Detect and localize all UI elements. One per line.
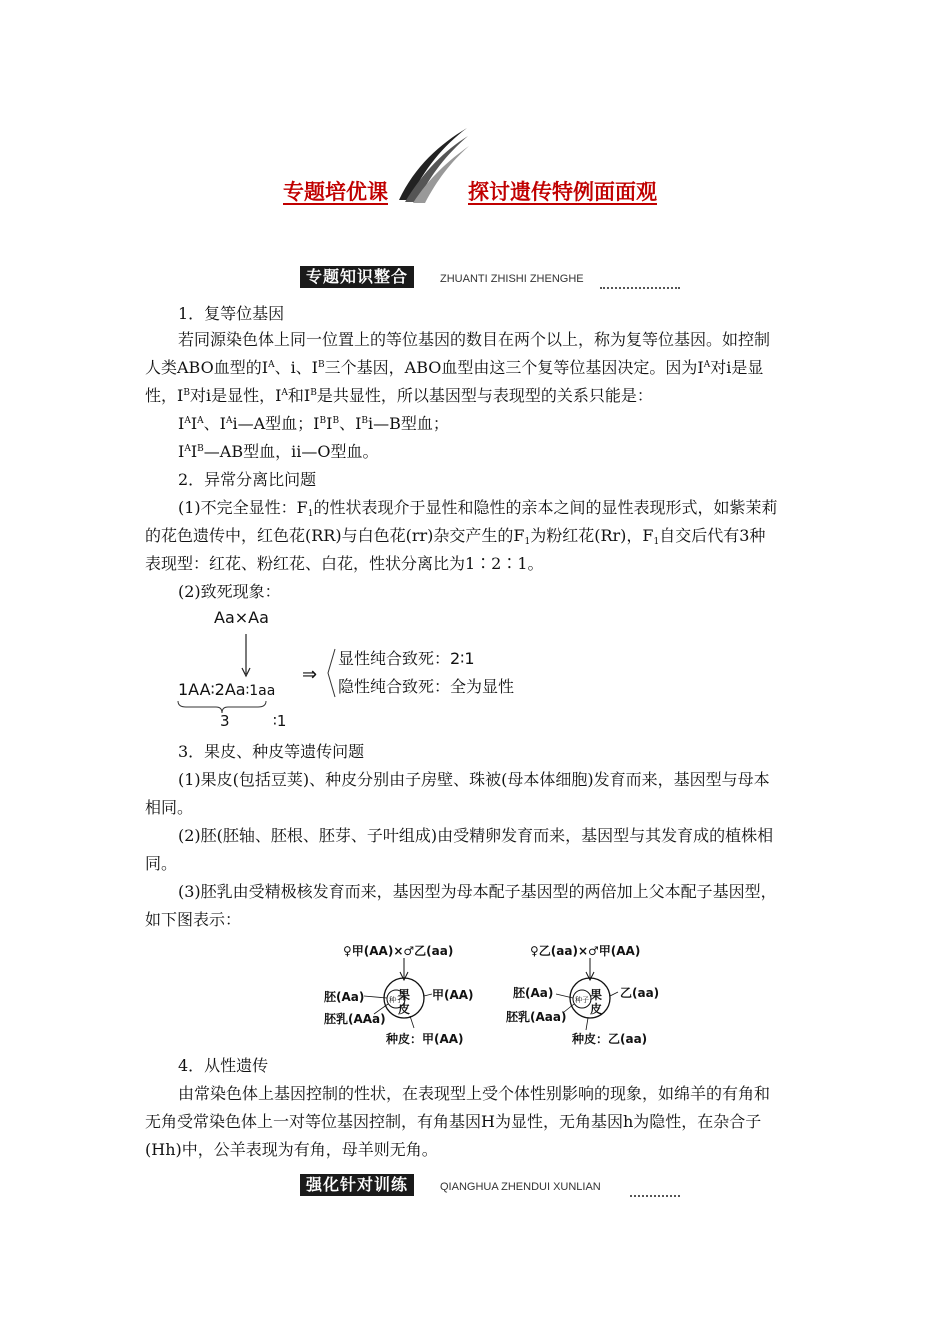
section4-line3: (Hh)中，公羊表现为有角，母羊则无角。 [145,1140,438,1159]
lethal-implies-arrow: ⇒ [302,664,318,685]
fig-right-seedcoat: 种皮：乙(aa) [572,1032,648,1046]
fig-right-peel-char: 皮 [590,1002,603,1016]
section3-line3: (3)胚乳由受精极核发育而来，基因型为母本配子基因型的两倍加上父本配子基因型， [178,882,777,901]
section2-line3: 表现型：红花、粉红花、白花，性状分离比为1∶2∶1。 [145,554,544,573]
section-banner-training-english: QIANGHUA ZHENDUI XUNLIAN [440,1181,601,1193]
lethal-ratio-1: ∶1 [273,712,287,730]
lethal-cross: Aa×Aa [214,608,269,627]
title-swoosh-decoration [395,126,470,204]
section4-line2: 无角受常染色体上一对等位基因控制，有角基因H为显性，无角基因h为隐性，在杂合子 [145,1112,762,1131]
fig-right-fruit-char: 果 [590,988,603,1002]
section3-line1b: 相同。 [145,798,194,817]
lethal-ratio-3: 3 [220,712,230,730]
title-left: 专题培优课 [283,180,388,204]
section3-line3b: 如下图表示： [145,910,242,929]
fig-right-embryo: 胚(Aa) [513,986,554,1000]
section1-line3: 性，$I^B$对i是显性，$I^A$和$I^B$是共显性，所以基因型与表现型的关系只能是： [145,386,653,405]
lethal-bracket [326,648,336,698]
fig-right-seed-label: 种子 [575,996,589,1004]
fig-left-peel-char: 皮 [398,1002,411,1016]
fig-left-seedcoat: 种皮：甲(AA) [386,1032,464,1046]
section1-heading: 1．复等位基因 [178,304,285,323]
section1-line2: 人类ABO血型的$I^A$、i、$I^B$三个基因，ABO血型由这三个复等位基因决定。因为$I^A$对i是显 [145,358,764,377]
section-banner-knowledge-english: ZHUANTI ZHISHI ZHENGHE [440,273,584,285]
section2-line4: (2)致死现象： [178,582,281,601]
lethal-case-dominant: 显性纯合致死：2∶1 [338,649,475,668]
fig-right-cross: ♀乙(aa)×♂甲(AA) [530,944,641,958]
fig-left-endosperm: 胚乳(AAa) [324,1012,386,1026]
section1-genotypes-a-b: $I^AI^A$、$I^Ai—A$型血；$I^BI^B$、$I^Bi—B$型血； [178,414,449,433]
section-banner-training: 强化针对训练 [300,1174,414,1196]
section2-heading: 2．异常分离比问题 [178,470,317,489]
fig-left-seed-label: 种子 [389,996,403,1004]
section-banner-knowledge: 专题知识整合 [300,266,414,288]
section3-heading: 3．果皮、种皮等遗传问题 [178,742,365,761]
banner-rule [600,287,680,289]
section4-line1: 由常染色体上基因控制的性状，在表现型上受个体性别影响的现象，如绵羊的有角和 [178,1084,771,1103]
fig-left-fruit-char: 果 [398,988,411,1002]
section2-line1: (1)不完全显性：$F_1$的性状表现介于显性和隐性的亲本之间的显性表现形式，如紫茉莉 [178,498,778,519]
section3-line1: (1)果皮(包括豆荚)、种皮分别由子房壁、珠被(母本体细胞)发育而来，基因型与母本 [178,770,770,789]
section4-heading: 4．从性遗传 [178,1056,269,1075]
lethal-down-arrow [238,634,254,678]
lethal-result-dominant: 1AA∶2Aa [178,680,246,699]
section1-line1: 若同源染色体上同一位置上的等位基因的数目在两个以上，称为复等位基因。如控制 [178,330,771,349]
lethal-result-recessive: ∶1aa [245,683,276,699]
section3-line2: (2)胚(胚轴、胚根、胚芽、子叶组成)由受精卵发育而来，基因型与其发育成的植株相 [178,826,774,845]
fig-left-embryo: 胚(Aa) [324,990,365,1004]
lethal-result [178,680,275,699]
fig-left-cross: ♀甲(AA)×♂乙(aa) [343,944,454,958]
fig-right-endosperm: 胚乳(Aaa) [506,1010,567,1024]
fig-left-pericarp: 甲(AA) [432,988,474,1002]
banner-rule [630,1195,680,1197]
section1-genotypes-ab-o: $I^AI^B—AB$型血，ii—O型血。 [178,442,379,461]
fig-right-pericarp: 乙(aa) [620,986,660,1000]
section2-line2: 的花色遗传中，红色花(RR)与白色花(rr)杂交产生的$F_1$为粉红花(Rr)，$F_1$自交后代有3种 [145,526,766,547]
title-right: 探讨遗传特例面面观 [468,180,657,204]
section3-line2b: 同。 [145,854,178,873]
lethal-case-recessive: 隐性纯合致死：全为显性 [338,677,515,696]
